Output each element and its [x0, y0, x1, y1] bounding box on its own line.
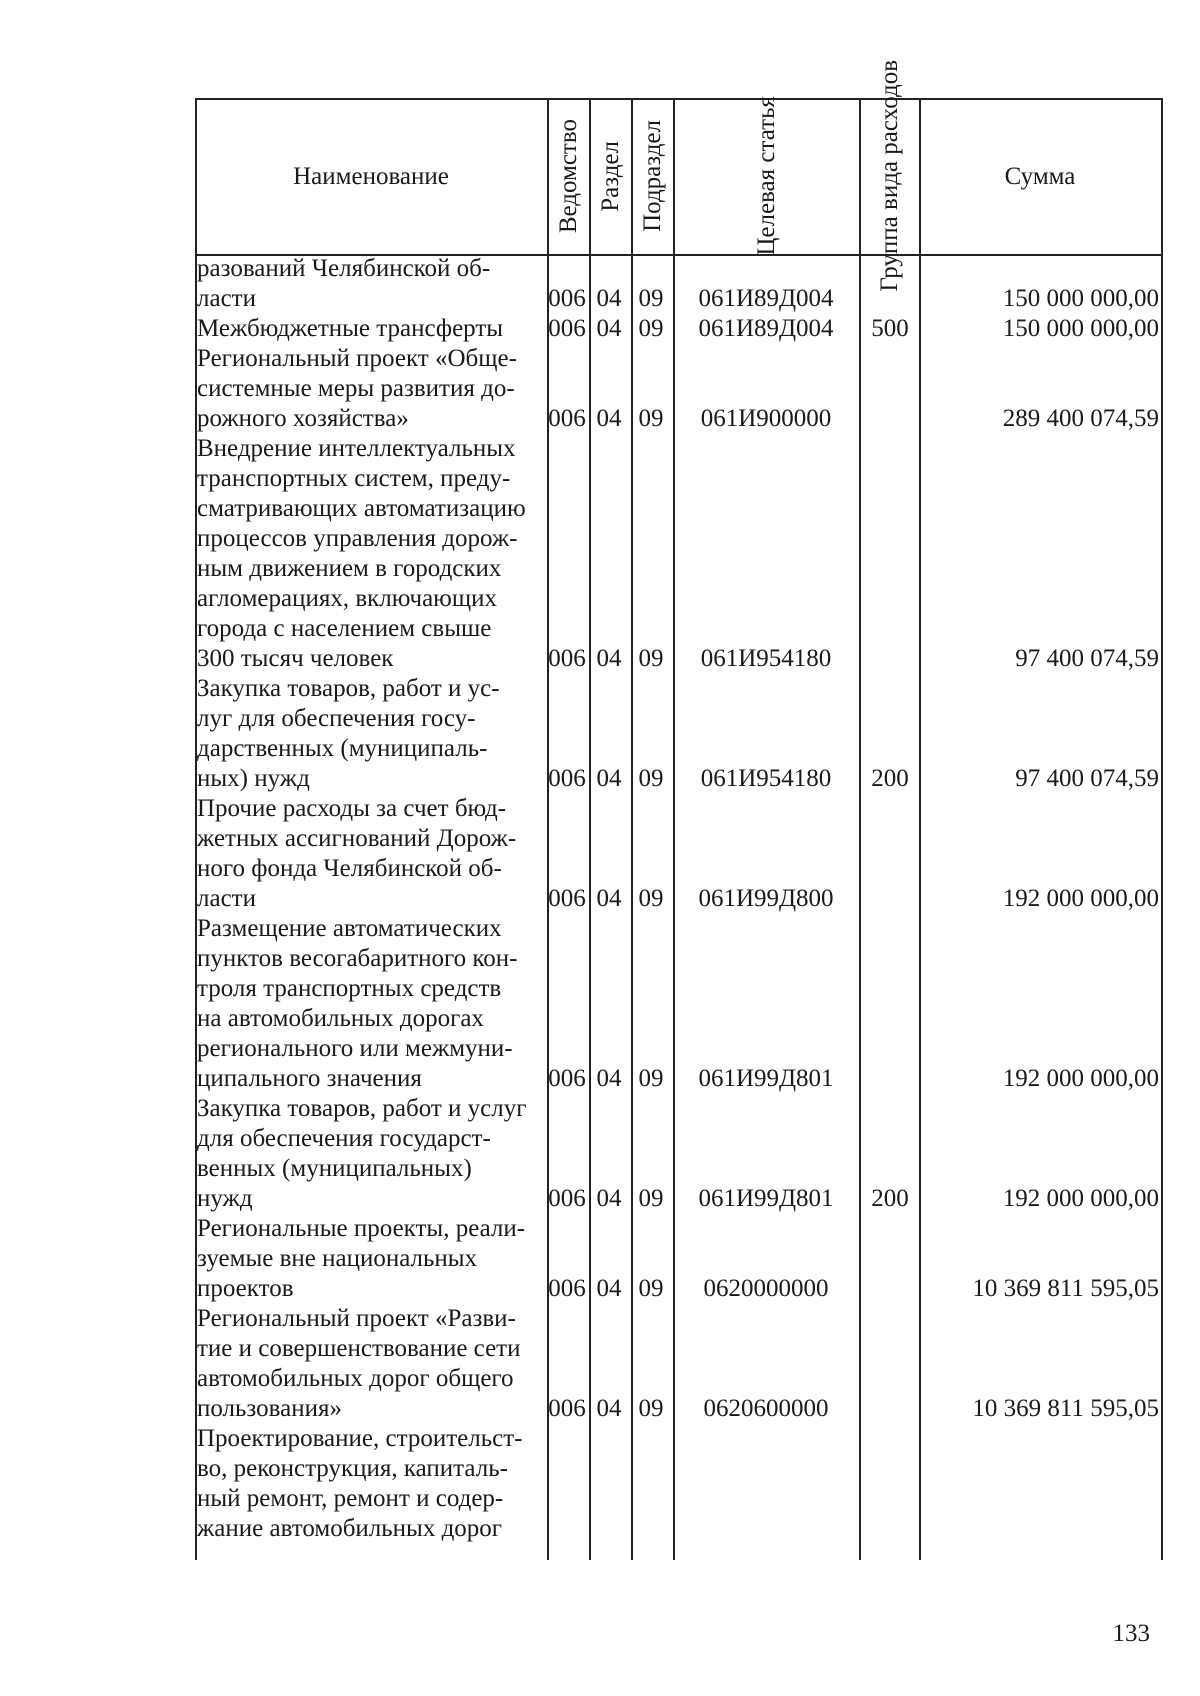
header-vedomstvo-label: Ведомство	[554, 118, 582, 234]
cell-cel: 061И99Д801	[698, 1185, 834, 1212]
header-gruppa-line1: Группа вида	[875, 161, 903, 292]
cell-cel: 061И89Д004	[698, 285, 834, 312]
row-name-line: Внедрение интеллектуальных	[197, 435, 516, 462]
page-number: 133	[1112, 1620, 1150, 1647]
cell-ved: 006	[548, 1185, 586, 1212]
row-name-line: дарственных (муниципаль-	[197, 735, 488, 762]
header-name-label: Наименование	[293, 162, 449, 190]
row-name-line: ный ремонт, ремонт и содер-	[197, 1485, 504, 1512]
cell-raz: 04	[596, 765, 622, 792]
cell-pod: 09	[638, 1185, 664, 1212]
cell-cel: 0620600000	[703, 1395, 829, 1422]
row-name-line: системные меры развития до-	[197, 375, 515, 402]
cell-pod: 09	[638, 645, 664, 672]
cell-cel: 0620000000	[703, 1275, 829, 1302]
cell-pod: 09	[638, 315, 664, 342]
cell-raz: 04	[596, 405, 622, 432]
row-name-line: Региональный проект «Обще-	[197, 345, 517, 372]
header-gruppa-line2: расходов	[875, 60, 903, 155]
row-name-line: жетных ассигнований Дорож-	[197, 825, 517, 852]
header-razdel	[589, 98, 631, 254]
cell-ved: 006	[548, 765, 586, 792]
row-name-line: Прочие расходы за счет бюд-	[197, 795, 506, 822]
row-name-line: проектов	[197, 1275, 294, 1302]
row-name-line: ного фонда Челябинской об-	[197, 855, 502, 882]
row-name-line: тие и совершенствование сети	[197, 1335, 521, 1362]
cell-grp: 200	[871, 765, 909, 792]
row-name-line: венных (муниципальных)	[197, 1155, 472, 1182]
header-razdel-label: Раздел	[596, 140, 624, 212]
cell-ved: 006	[548, 1275, 586, 1302]
row-name	[197, 674, 547, 794]
header-vedomstvo	[547, 98, 589, 254]
cell-pod: 09	[638, 285, 664, 312]
row-name-line: Региональный проект «Разви-	[197, 1305, 516, 1332]
cell-raz: 04	[596, 1395, 622, 1422]
row-name-line: Размещение автоматических	[197, 915, 502, 942]
header-gruppa-vida-raskhodov	[859, 60, 919, 292]
cell-sum: 10 369 811 595,05	[972, 1275, 1159, 1302]
row-name-line: автомобильных дорог общего	[197, 1365, 514, 1392]
header-celevaya-line1: Целевая	[752, 169, 780, 256]
row-name-line: Межбюджетные трансферты	[197, 315, 504, 342]
row-name	[197, 794, 547, 914]
cell-cel: 061И954180	[700, 645, 832, 672]
row-name-line: пользования»	[197, 1395, 342, 1422]
cell-ved: 006	[548, 1065, 586, 1092]
row-name-line: процессов управления дорож-	[197, 525, 518, 552]
row-name	[197, 254, 547, 314]
cell-sum: 150 000 000,00	[1002, 285, 1159, 312]
cell-sum: 192 000 000,00	[1002, 1065, 1159, 1092]
row-name	[197, 1424, 547, 1544]
cell-grp: 200	[871, 1185, 909, 1212]
table-row	[195, 1094, 1163, 1214]
row-name	[197, 1304, 547, 1424]
cell-pod: 09	[638, 765, 664, 792]
cell-cel: 061И900000	[700, 405, 832, 432]
row-name-line: пунктов весогабаритного кон-	[197, 945, 518, 972]
cell-raz: 04	[596, 645, 622, 672]
cell-raz: 04	[596, 1065, 622, 1092]
row-name-line: для обеспечения государст-	[197, 1125, 491, 1152]
row-name-line: луг для обеспечения госу-	[197, 705, 476, 732]
cell-raz: 04	[596, 1185, 622, 1212]
row-name-line: зуемые вне национальных	[197, 1245, 478, 1272]
cell-ved: 006	[548, 405, 586, 432]
table-row	[195, 914, 1163, 1094]
cell-cel: 061И99Д800	[698, 885, 834, 912]
table-row	[195, 344, 1163, 434]
cell-sum: 10 369 811 595,05	[972, 1395, 1159, 1422]
row-name-line: ных) нужд	[197, 765, 310, 792]
header-name	[195, 98, 547, 254]
row-name	[197, 914, 547, 1094]
row-name-line: разований Челябинской об-	[197, 255, 491, 282]
table-row	[195, 254, 1163, 314]
cell-sum: 150 000 000,00	[1002, 315, 1159, 342]
cell-pod: 09	[638, 1275, 664, 1302]
row-name-line: троля транспортных средств	[197, 975, 502, 1002]
row-name-line: транспортных систем, преду-	[197, 465, 511, 492]
table-row	[195, 674, 1163, 794]
table-row	[195, 794, 1163, 914]
cell-sum: 192 000 000,00	[1002, 1185, 1159, 1212]
table-row	[195, 1304, 1163, 1424]
cell-ved: 006	[548, 645, 586, 672]
header-celevaya-statya-label	[753, 96, 780, 256]
cell-sum: 97 400 074,59	[1015, 765, 1159, 792]
row-name-line: рожного хозяйства»	[197, 405, 409, 432]
row-name-line: Закупка товаров, работ и услуг	[197, 1095, 527, 1122]
row-name-line: ласти	[197, 885, 256, 912]
row-name	[197, 1094, 547, 1214]
row-name-line: Проектирование, строительст-	[197, 1425, 523, 1452]
row-name	[197, 314, 547, 344]
cell-ved: 006	[548, 1395, 586, 1422]
cell-ved: 006	[548, 285, 586, 312]
row-name-line: ципального значения	[197, 1065, 422, 1092]
cell-raz: 04	[596, 285, 622, 312]
cell-sum: 192 000 000,00	[1002, 885, 1159, 912]
table-row	[195, 434, 1163, 674]
cell-ved: 006	[548, 885, 586, 912]
header-podrazdel-label: Подраздел	[638, 120, 666, 232]
row-name-line: города с населением свыше	[197, 615, 492, 642]
cell-cel: 061И99Д801	[698, 1065, 834, 1092]
table-row	[195, 1424, 1163, 1544]
cell-pod: 09	[638, 1395, 664, 1422]
cell-cel: 061И89Д004	[698, 315, 834, 342]
header-celevaya-line2: статья	[752, 96, 780, 163]
row-name-line: агломерациях, включающих	[197, 585, 497, 612]
row-name	[197, 1214, 547, 1304]
header-podrazdel	[631, 98, 673, 254]
cell-pod: 09	[638, 1065, 664, 1092]
row-name	[197, 344, 547, 434]
cell-cel: 061И954180	[700, 765, 832, 792]
cell-ved: 006	[548, 315, 586, 342]
row-name	[197, 434, 547, 674]
table-row	[195, 1214, 1163, 1304]
row-name-line: на автомобильных дорогах	[197, 1005, 484, 1032]
row-name-line: Региональные проекты, реали-	[197, 1215, 526, 1242]
row-name-line: регионального или межмуни-	[197, 1035, 513, 1062]
cell-sum: 289 400 074,59	[1002, 405, 1159, 432]
cell-pod: 09	[638, 885, 664, 912]
cell-grp: 500	[871, 315, 909, 342]
cell-raz: 04	[596, 1275, 622, 1302]
row-name-line: 300 тысяч человек	[197, 645, 394, 672]
header-summa	[919, 98, 1161, 254]
cell-pod: 09	[638, 405, 664, 432]
cell-raz: 04	[596, 885, 622, 912]
row-name-line: жание автомобильных дорог	[197, 1515, 503, 1542]
row-name-line: нужд	[197, 1185, 253, 1212]
cell-sum: 97 400 074,59	[1015, 645, 1159, 672]
cell-raz: 04	[596, 315, 622, 342]
row-name-line: сматривающих автоматизацию	[197, 495, 526, 522]
row-name-line: во, реконструкция, капиталь-	[197, 1455, 508, 1482]
row-name-line: ласти	[197, 285, 256, 312]
row-name-line: ным движением в городских	[197, 555, 502, 582]
row-name-line: Закупка товаров, работ и ус-	[197, 675, 500, 702]
header-summa-label: Сумма	[1004, 162, 1076, 190]
budget-table	[195, 60, 1163, 1560]
table-row	[195, 314, 1163, 344]
header-celevaya-statya	[673, 98, 859, 254]
